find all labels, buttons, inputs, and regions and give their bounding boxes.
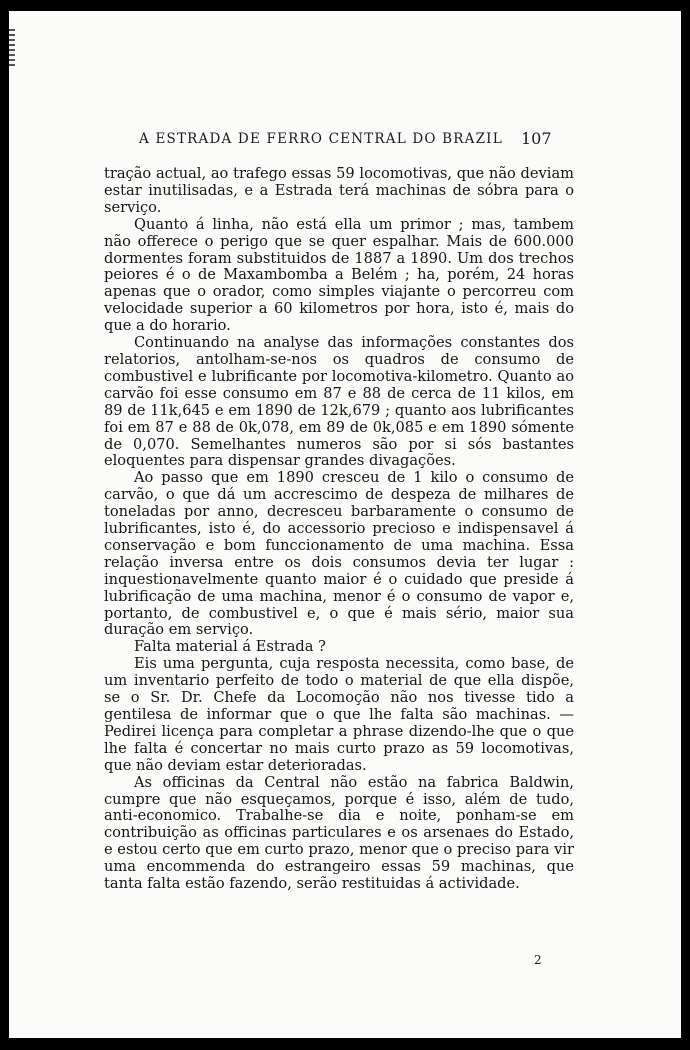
page-number: 107	[521, 129, 552, 148]
body-text	[104, 166, 574, 893]
running-title: A ESTRADA DE FERRO CENTRAL DO BRAZIL	[139, 131, 503, 147]
paragraph: Eis uma pergunta, cuja resposta necessita, como base, de um inventario perfeito de todo o material de que ella dispõe, se o Sr. Dr. Chefe da Locomoção não nos tivesse tido a gentilesa de informar que o que lhe falta são machinas. — Pedirei licença para completar a phrase dizendo-lhe que o que lhe falta é concertar no mais curto prazo as 59 locomotivas, que não deviam estar deterioradas.	[104, 655, 574, 774]
paragraph: As officinas da Central não estão na fabrica Baldwin, cumpre que não esqueçamos, porque é isso, além de tudo, anti-economico. Trabalhe-se dia e noite, ponham-se em contribuição as officinas particulares e os arsenaes do Estado, e estou certo que em curto prazo, menor que o preciso para vir uma encommenda do estrangeiro essas 59 machinas, que tanta falta estão fazendo, serão restituidas á actividade.	[104, 773, 574, 893]
signature-mark: 2	[534, 953, 542, 967]
paragraph: tração actual, ao trafego essas 59 locomotivas, que não deviam estar inutilisadas, e a Estrada terá machinas de sóbra para o serviço.	[104, 165, 574, 216]
book-page	[9, 11, 681, 1038]
paragraph: Quanto á linha, não está ella um primor ; mas, tambem não offerece o perigo que se quer espalhar. Mais de 600.000 dormentes foram substituidos de 1887 a 1890. Um dos trechos peiores é o de Maxambomba a Belém ; ha, porém, 24 horas apenas que o orador, como simples viajante o percorreu com velocidade superior a 60 kilometros por hora, isto é, mais do que a do horario.	[104, 215, 574, 335]
page-edge-mark	[9, 29, 15, 69]
paragraph: Ao passo que em 1890 cresceu de 1 kilo o consumo de carvão, o que dá um accrescimo de despeza de milhares de toneladas por anno, decresceu barbaramente o consumo de lubrificantes, isto é, do accessorio precioso e indispensavel á conservação e bom funccionamento de uma machina. Essa relação inversa entre os dois consumos devia ter lugar : inquestionavelmente quanto maior é o cuidado que preside á lubrificação de uma machina, menor é o consumo de vapor e, portanto, de combustivel e, o que é mais sério, maior sua duração em serviço.	[104, 469, 574, 639]
paragraph: Falta material á Estrada ?	[134, 638, 326, 656]
paragraph: Continuando na analyse das informações constantes dos relatorios, antolham-se-nos os quadros de consumo de combustivel e lubrificante por locomotiva-kilometro. Quanto ao carvão foi esse consumo em 87 e 88 de cerca de 11 kilos, em 89 de 11k,645 e em 1890 de 12k,679 ; quanto aos lubrificantes foi em 87 e 88 de 0k,078, em 89 de 0k,085 e em 1890 sómente de 0,070. Semelhantes numeros são por si sós bastantes eloquentes para dispensar grandes divagações.	[104, 334, 574, 470]
